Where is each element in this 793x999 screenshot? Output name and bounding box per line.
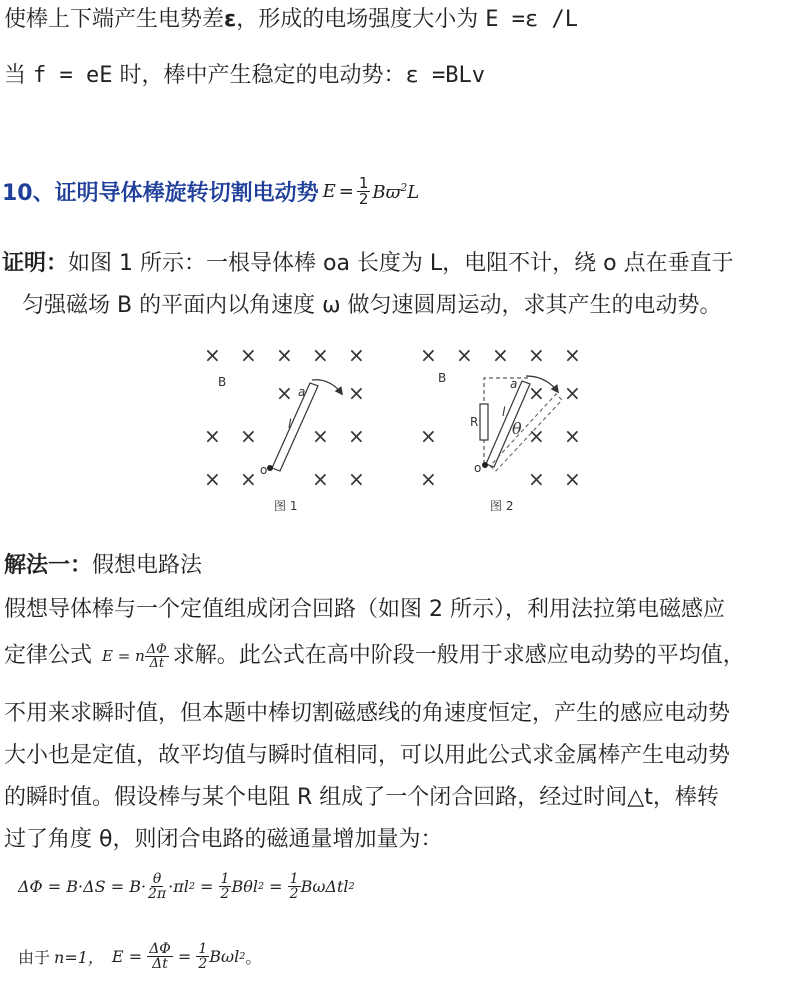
faraday-numerator: ΔΦ xyxy=(146,641,167,657)
method1-para-3 xyxy=(4,700,730,728)
svg-text:×: × xyxy=(528,424,545,448)
svg-text:×: × xyxy=(312,343,329,367)
svg-text:×: × xyxy=(348,467,365,491)
line2-text-b: 时，棒中产生稳定的电动势： xyxy=(119,63,406,88)
method1-para-2 xyxy=(4,642,745,670)
svg-text:×: × xyxy=(276,381,293,405)
fig2-rod xyxy=(486,381,530,467)
method1-para-4 xyxy=(4,742,730,770)
method1-p5: 的瞬时值。假设棒与某个电阻 R 组成了一个闭合回路，经过时间△t，棒转 xyxy=(4,785,719,810)
eq1-frac2-den: 2 xyxy=(220,886,230,902)
eq1-frac-1 xyxy=(146,872,168,901)
line1-epsilon: ε xyxy=(224,7,237,32)
fig2-label-o: o xyxy=(474,461,482,475)
text-line-1 xyxy=(4,6,578,34)
method1-label: 解法一： xyxy=(4,553,93,578)
equation-emf xyxy=(18,942,261,971)
proof-text-2: 匀强磁场 B 的平面内以角速度 ω 做匀速圆周运动，求其产生的电动势。 xyxy=(22,293,722,318)
fig2-label-a: a xyxy=(510,377,518,391)
eq2-end: 。 xyxy=(245,948,262,967)
eq2-frac1-num: ΔΦ xyxy=(149,941,171,957)
svg-text:×: × xyxy=(240,343,257,367)
faraday-formula-lhs: E = n xyxy=(102,647,145,665)
line2-formula2: ε =BLv xyxy=(405,63,485,88)
proof-line-2 xyxy=(22,292,722,320)
fig1-label-l: l xyxy=(288,417,292,431)
line2-formula: f = eE xyxy=(33,63,113,88)
eq2-frac-2 xyxy=(196,942,209,971)
eq2-label: 由于 xyxy=(18,948,51,967)
svg-text:×: × xyxy=(348,343,365,367)
fig2-resistor xyxy=(480,404,488,440)
svg-text:×: × xyxy=(420,343,437,367)
section-10-fraction xyxy=(357,176,371,207)
eq1-frac1-num: θ xyxy=(152,871,162,887)
svg-text:×: × xyxy=(492,343,509,367)
section-10-formula-sup: 2 xyxy=(400,180,408,194)
fig1-label-B: B xyxy=(218,375,227,389)
svg-text:×: × xyxy=(348,381,365,405)
svg-text:×: × xyxy=(420,467,437,491)
eq2-frac-1 xyxy=(147,942,173,971)
eq2-frac2-num: 1 xyxy=(198,941,208,957)
proof-line-1 xyxy=(2,250,734,278)
svg-text:×: × xyxy=(564,424,581,448)
fraction-numerator: 1 xyxy=(358,174,369,192)
proof-label: 证明： xyxy=(2,251,69,276)
fig2-label-theta: θ xyxy=(512,419,522,438)
line2-text-a: 当 xyxy=(4,63,27,88)
eq2-frac1-den: Δt xyxy=(152,956,168,972)
svg-text:×: × xyxy=(564,343,581,367)
method1-p4: 大小也是定值，故平均值与瞬时值相同，可以用此公式求金属棒产生电动势 xyxy=(4,743,731,768)
eq1-sup-2: 2 xyxy=(257,881,265,892)
svg-text:×: × xyxy=(564,467,581,491)
eq2-sup: 2 xyxy=(239,951,246,962)
method1-p2b: 求解。此公式在高中阶段一般用于求感应电动势的平均值， xyxy=(172,643,745,668)
section-10-formula-tail: L xyxy=(407,181,420,203)
svg-text:×: × xyxy=(564,381,581,405)
fig2-caption: 图 2 xyxy=(490,499,514,513)
section-10-formula-body: Bϖ xyxy=(372,181,401,203)
eq1-frac1-den: 2π xyxy=(148,886,167,902)
section-10-heading xyxy=(2,176,419,207)
svg-text:×: × xyxy=(348,424,365,448)
method1-p1: 假想导体棒与一个定值组成闭合回路（如图 2 所示），利用法拉第电磁感应 xyxy=(4,597,725,622)
fig1-label-a: a xyxy=(298,385,306,399)
fig1-pivot xyxy=(267,465,273,471)
fig2-label-B: B xyxy=(438,371,447,385)
section-10-formula-eq: = xyxy=(338,181,354,202)
fig1-crosses xyxy=(204,343,365,491)
svg-text:×: × xyxy=(240,467,257,491)
method1-para-1 xyxy=(4,596,725,624)
eq2-part-a: n=1， xyxy=(54,948,104,967)
text-line-2 xyxy=(4,62,485,90)
line1-text-a: 使棒上下端产生电势差 xyxy=(4,7,225,32)
method1-p2a: 定律公式 xyxy=(4,643,93,668)
svg-text:×: × xyxy=(528,467,545,491)
eq1-eq-1: = xyxy=(194,877,219,896)
eq1-part-b: ·πl xyxy=(168,877,189,896)
eq2-part-b: E = xyxy=(111,947,148,966)
figures-diagram xyxy=(190,338,600,523)
eq1-frac3-den: 2 xyxy=(289,886,299,902)
svg-text:×: × xyxy=(312,467,329,491)
line1-text-b: ，形成的电场强度大小为 xyxy=(236,7,479,32)
svg-text:×: × xyxy=(276,343,293,367)
proof-text-1: 如图 1 所示：一根导体棒 oa 长度为 L，电阻不计，绕 o 点在垂直于 xyxy=(68,251,734,276)
section-10-formula-lhs: E xyxy=(322,181,336,202)
eq1-frac3-num: 1 xyxy=(289,871,299,887)
method1-para-6 xyxy=(4,826,442,854)
svg-text:×: × xyxy=(528,343,545,367)
eq2-frac2-den: 2 xyxy=(198,956,208,972)
method1-para-5 xyxy=(4,784,719,812)
eq1-frac-3 xyxy=(288,872,301,901)
method1-p3: 不用来求瞬时值，但本题中棒切割磁感线的角速度恒定，产生的感应电动势 xyxy=(4,701,731,726)
eq1-part-g: BωΔtl xyxy=(300,877,349,896)
eq1-sup-3: 2 xyxy=(348,881,355,892)
svg-text:×: × xyxy=(240,424,257,448)
svg-text:×: × xyxy=(528,381,545,405)
eq1-frac2-num: 1 xyxy=(220,871,230,887)
fig1-label-o: o xyxy=(260,463,268,477)
fig2-crosses xyxy=(420,343,581,491)
eq1-frac-2 xyxy=(219,872,232,901)
svg-text:×: × xyxy=(456,343,473,367)
svg-text:×: × xyxy=(312,424,329,448)
faraday-denominator: Δt xyxy=(149,655,165,671)
faraday-fraction xyxy=(145,643,169,670)
svg-text:×: × xyxy=(204,467,221,491)
fraction-denominator: 2 xyxy=(358,190,369,208)
line1-formula: E =ε /L xyxy=(485,7,578,32)
fig2-pivot xyxy=(482,462,488,468)
svg-text:×: × xyxy=(204,343,221,367)
method1-heading xyxy=(4,552,202,580)
method1-p6: 过了角度 θ，则闭合电路的磁通量增加量为： xyxy=(4,827,443,852)
eq2-part-d: Bωl xyxy=(209,947,240,966)
method1-title: 假想电路法 xyxy=(92,553,203,578)
equation-flux xyxy=(18,872,355,901)
eq2-eq: = xyxy=(172,947,197,966)
svg-text:×: × xyxy=(204,424,221,448)
fig1-caption: 图 1 xyxy=(274,499,298,513)
svg-text:×: × xyxy=(420,424,437,448)
eq1-part-a: ΔΦ = B·ΔS = B· xyxy=(18,877,147,896)
eq1-sup-1: 2 xyxy=(188,881,195,892)
eq1-eq-2: = xyxy=(264,877,288,896)
section-10-title: 10、证明导体棒旋转切割电动势 xyxy=(2,181,319,206)
eq1-part-d: Bθl xyxy=(231,877,258,896)
fig2-label-R: R xyxy=(470,415,479,429)
fig2-label-l: l xyxy=(502,405,506,419)
